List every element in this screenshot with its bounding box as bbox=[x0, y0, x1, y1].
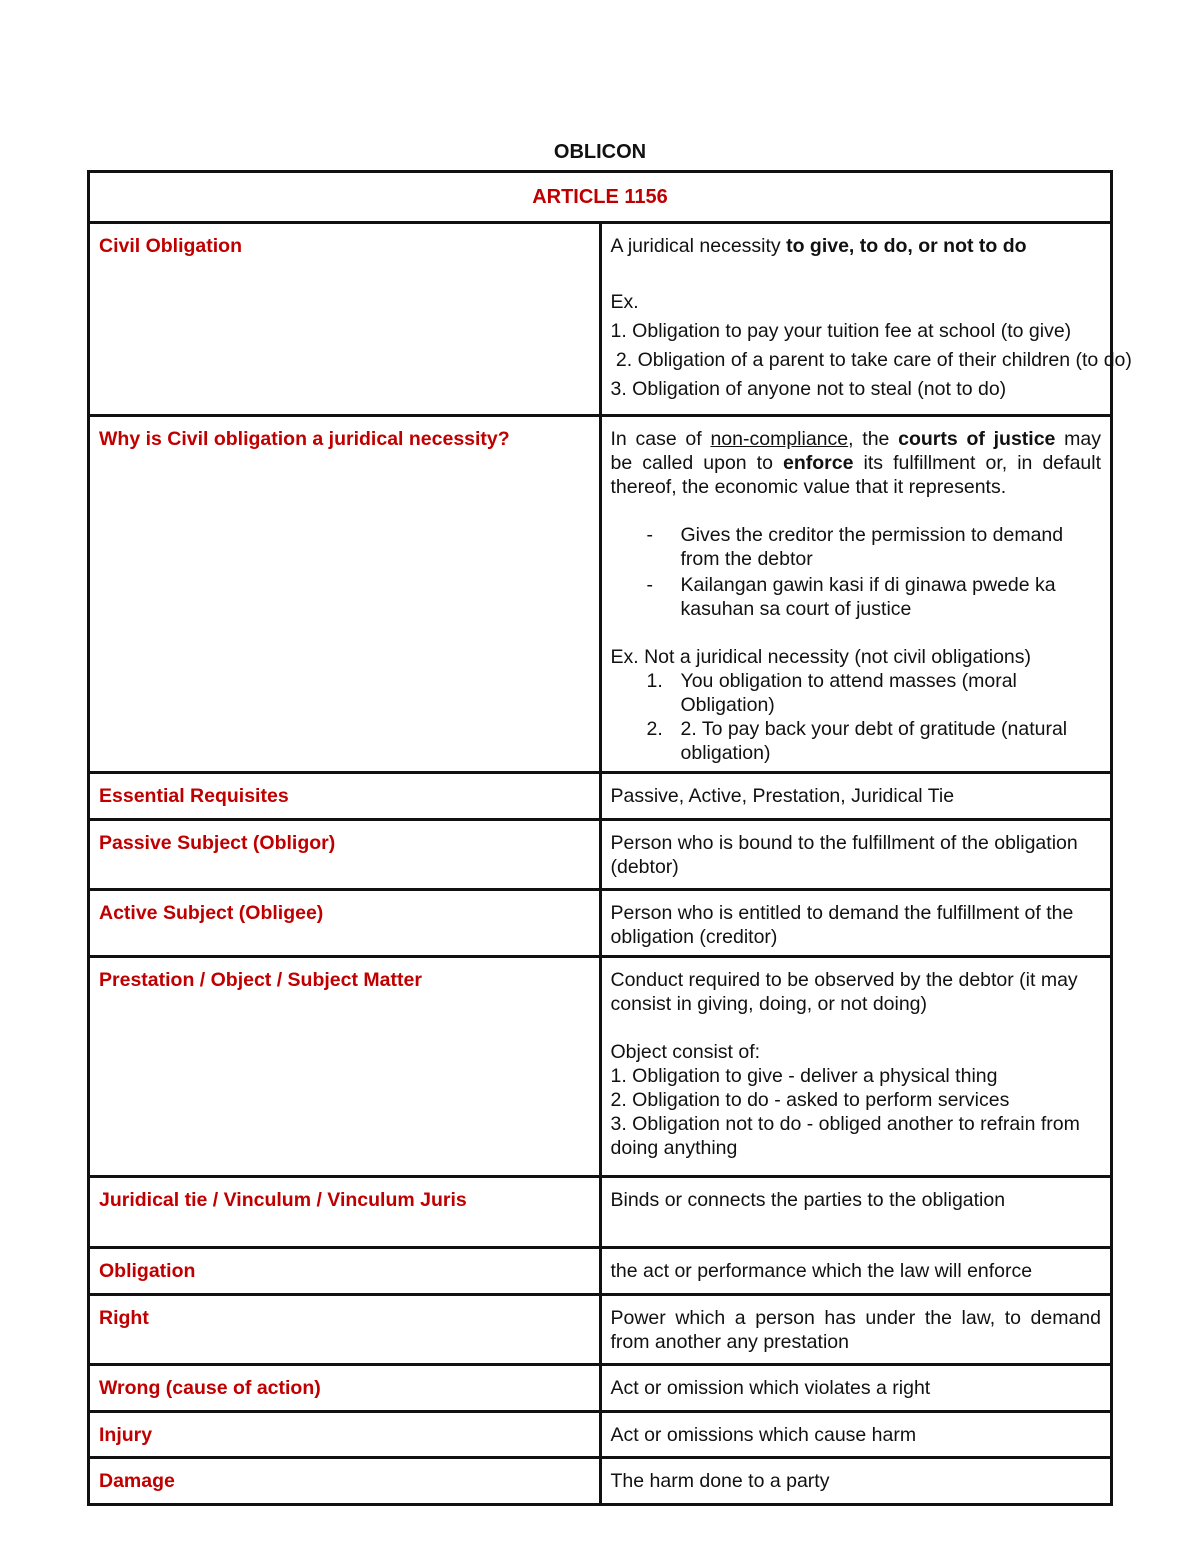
text: Ex. bbox=[610, 291, 639, 313]
text: In case of bbox=[610, 428, 711, 450]
text: You obligation to attend masses (moral Obligation) bbox=[680, 670, 1017, 716]
text: courts of justice bbox=[898, 428, 1056, 450]
term-label: Passive Subject (Obligor) bbox=[89, 820, 601, 890]
text: 2. To pay back your debt of gratitude (natural obligation) bbox=[680, 718, 1068, 764]
document-title: OBLICON bbox=[553, 141, 647, 163]
term-label: Juridical tie / Vinculum / Vinculum Juris bbox=[89, 1177, 601, 1248]
term-label: Damage bbox=[89, 1458, 601, 1505]
bullet: - bbox=[646, 524, 653, 546]
text: its fulfillment or, in default thereof, the economic value that it represents. bbox=[610, 452, 1102, 498]
list-item: 3. Obligation of anyone not to steal (not to do) bbox=[610, 378, 1007, 400]
text: may be called upon to bbox=[610, 428, 1101, 474]
term-definition: Act or omissions which cause harm bbox=[600, 1412, 1112, 1458]
term-definition bbox=[600, 223, 1132, 416]
term-definition: Person who is bound to the fulfillment of the obligation (debtor) bbox=[600, 820, 1112, 890]
number: 1. bbox=[646, 670, 663, 692]
table-row bbox=[89, 416, 1112, 773]
term-definition: Person who is entitled to demand the fulfillment of the obligation (creditor) bbox=[600, 890, 1112, 957]
table-row bbox=[89, 1458, 1112, 1505]
text: to bbox=[786, 235, 810, 257]
table-row bbox=[89, 890, 1112, 957]
term-label: Obligation bbox=[89, 1248, 601, 1295]
text: Gives the creditor the permission to demand from the debtor bbox=[680, 524, 1064, 570]
text: enforce bbox=[783, 452, 854, 474]
table-row bbox=[89, 223, 1112, 416]
definitions-table bbox=[87, 170, 1132, 1506]
table-row bbox=[89, 773, 1112, 820]
term-definition: Act or omission which violates a right bbox=[600, 1365, 1112, 1412]
table-row bbox=[89, 1248, 1112, 1295]
table-row bbox=[89, 957, 1112, 1177]
table-row bbox=[89, 1412, 1112, 1458]
term-definition: Power which a person has under the law, to demand from another any prestation bbox=[600, 1295, 1112, 1365]
text: , the bbox=[848, 428, 899, 450]
table-row bbox=[89, 1177, 1112, 1248]
list-item bbox=[611, 669, 1102, 717]
term-definition: The harm done to a party bbox=[600, 1458, 1112, 1505]
list-item: 1. Obligation to give - deliver a physical thing bbox=[610, 1065, 998, 1087]
table-row bbox=[89, 820, 1112, 890]
list-item bbox=[611, 573, 1102, 621]
term-definition: the act or performance which the law will enforce bbox=[600, 1248, 1112, 1295]
term-definition bbox=[600, 957, 1112, 1177]
term-label: Active Subject (Obligee) bbox=[89, 890, 601, 957]
list-item: 1. Obligation to pay your tuition fee at school (to give) bbox=[610, 320, 1072, 342]
term-label: Prestation / Object / Subject Matter bbox=[89, 957, 601, 1177]
list-item bbox=[611, 717, 1102, 765]
term-definition: Passive, Active, Prestation, Juridical Tie bbox=[600, 773, 1112, 820]
term-label: Right bbox=[89, 1295, 601, 1365]
table-row bbox=[89, 1295, 1112, 1365]
text: Conduct required to be observed by the debtor (it may consist in giving, doing, or not doing) bbox=[610, 969, 1078, 1015]
number: 2. bbox=[646, 718, 663, 740]
term-label: Essential Requisites bbox=[89, 773, 601, 820]
term-label: Civil Obligation bbox=[89, 223, 601, 416]
term-label: Why is Civil obligation a juridical necessity? bbox=[89, 416, 601, 773]
table-header-row bbox=[89, 172, 1112, 223]
list-item bbox=[611, 523, 1102, 571]
bullet: - bbox=[646, 574, 653, 596]
term-definition: Binds or connects the parties to the obligation bbox=[600, 1177, 1112, 1248]
text: Object consist of: bbox=[610, 1041, 761, 1063]
list-item: 3. Obligation not to do - obliged another to refrain from doing anything bbox=[610, 1113, 1080, 1159]
term-definition bbox=[600, 416, 1112, 773]
table-row bbox=[89, 1365, 1112, 1412]
list-item: 2. Obligation to do - asked to perform services bbox=[610, 1089, 1010, 1111]
text: give, to do, or not to do bbox=[809, 235, 1027, 257]
text: Ex. Not a juridical necessity (not civil obligations) bbox=[610, 646, 1032, 668]
list-item: 2. Obligation of a parent to take care of their children (to do) bbox=[610, 349, 1132, 371]
term-label: Injury bbox=[89, 1412, 601, 1458]
text: Kailangan gawin kasi if di ginawa pwede ka kasuhan sa court of justice bbox=[680, 574, 1056, 620]
article-heading: ARTICLE 1156 bbox=[89, 172, 1112, 223]
term-label: Wrong (cause of action) bbox=[89, 1365, 601, 1412]
text: non-compliance bbox=[710, 428, 849, 450]
text: A juridical necessity bbox=[610, 235, 787, 257]
